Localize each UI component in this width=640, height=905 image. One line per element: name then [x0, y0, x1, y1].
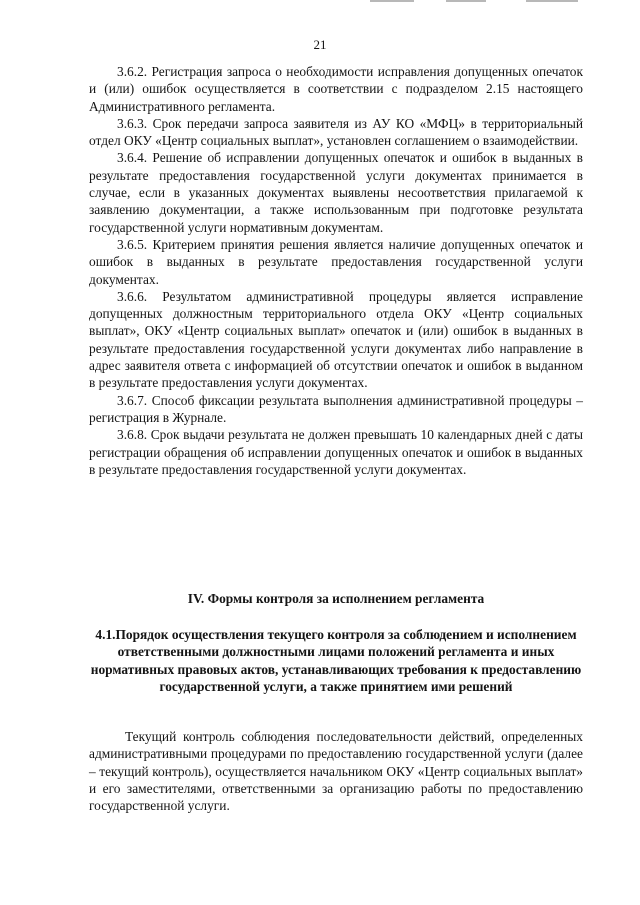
- top-edge-mark: [370, 0, 414, 2]
- subsection-text: [89, 728, 583, 814]
- paragraph-3-6-4: 3.6.4. Решение об исправлении допущенных опечаток и ошибок в выданных в результате предоставления государственной услуги документах принимается в случае, если в указанных документах выявлены несоответствия прилагаемой к заявлению документации, а также использованным при подготовке результата государственной услуги нормативным документам.: [89, 150, 583, 235]
- paragraph-3-6-7: 3.6.7. Способ фиксации результата выполнения административной процедуры – регистрация в Журнале.: [89, 392, 583, 425]
- subsection-heading: 4.1.Порядок осуществления текущего контроля за соблюдением и исполнением ответственными должностными лицами положений регламента и иных нормативных правовых актов, устанавливающих требования к предоставлению государственной услуги, а также принятием ими решений: [90, 627, 582, 694]
- paragraph-3-6-3: 3.6.3. Срок передачи запроса заявителя из АУ КО «МФЦ» в территориальный отдел ОКУ «Центр социальных выплат», установлен соглашением о взаимодействии.: [89, 115, 583, 149]
- top-edge-mark: [526, 0, 578, 2]
- body-text: [89, 63, 583, 478]
- paragraph-3-6-5: 3.6.5. Критерием принятия решения является наличие допущенных опечаток и ошибок в выданных в результате предоставления государственной услуги документах.: [89, 236, 583, 287]
- page-number: 21: [313, 37, 327, 52]
- paragraph-3-6-2: 3.6.2. Регистрация запроса о необходимости исправления допущенных опечаток и (или) ошибок осуществляется в соответствии с подразделом 2.15 настоящего Административного регламента.: [89, 64, 583, 114]
- top-edge-mark: [446, 0, 486, 2]
- paragraph-3-6-8: 3.6.8. Срок выдачи результата не должен превышать 10 календарных дней с даты регистрации обращения об исправлении допущенных опечаток и ошибок в выданных в результате предоставления государственной услуги документах.: [89, 427, 583, 477]
- paragraph-current-control: Текущий контроль соблюдения последовательности действий, определенных административными процедурами по предоставлению государственной услуги (далее – текущий контроль), осуществляется начальником ОКУ «Центр социальных выплат» и его заместителями, ответственными за организацию работы по предоставлению государственной услуги.: [89, 729, 583, 814]
- section-heading: IV. Формы контроля за исполнением регламента: [187, 591, 485, 606]
- paragraph-3-6-6: 3.6.6. Результатом административной процедуры является исправление допущенных должностным территориального отдела ОКУ «Центр социальных выплат», ОКУ «Центр социальных выплат» опечаток и (или) ошибок в выданных в результате предоставления государственной услуги документах либо направление в адрес заявителя ответа с информацией об отсутствии опечаток и ошибок в выданном в результате предоставления услуги документах.: [89, 288, 583, 391]
